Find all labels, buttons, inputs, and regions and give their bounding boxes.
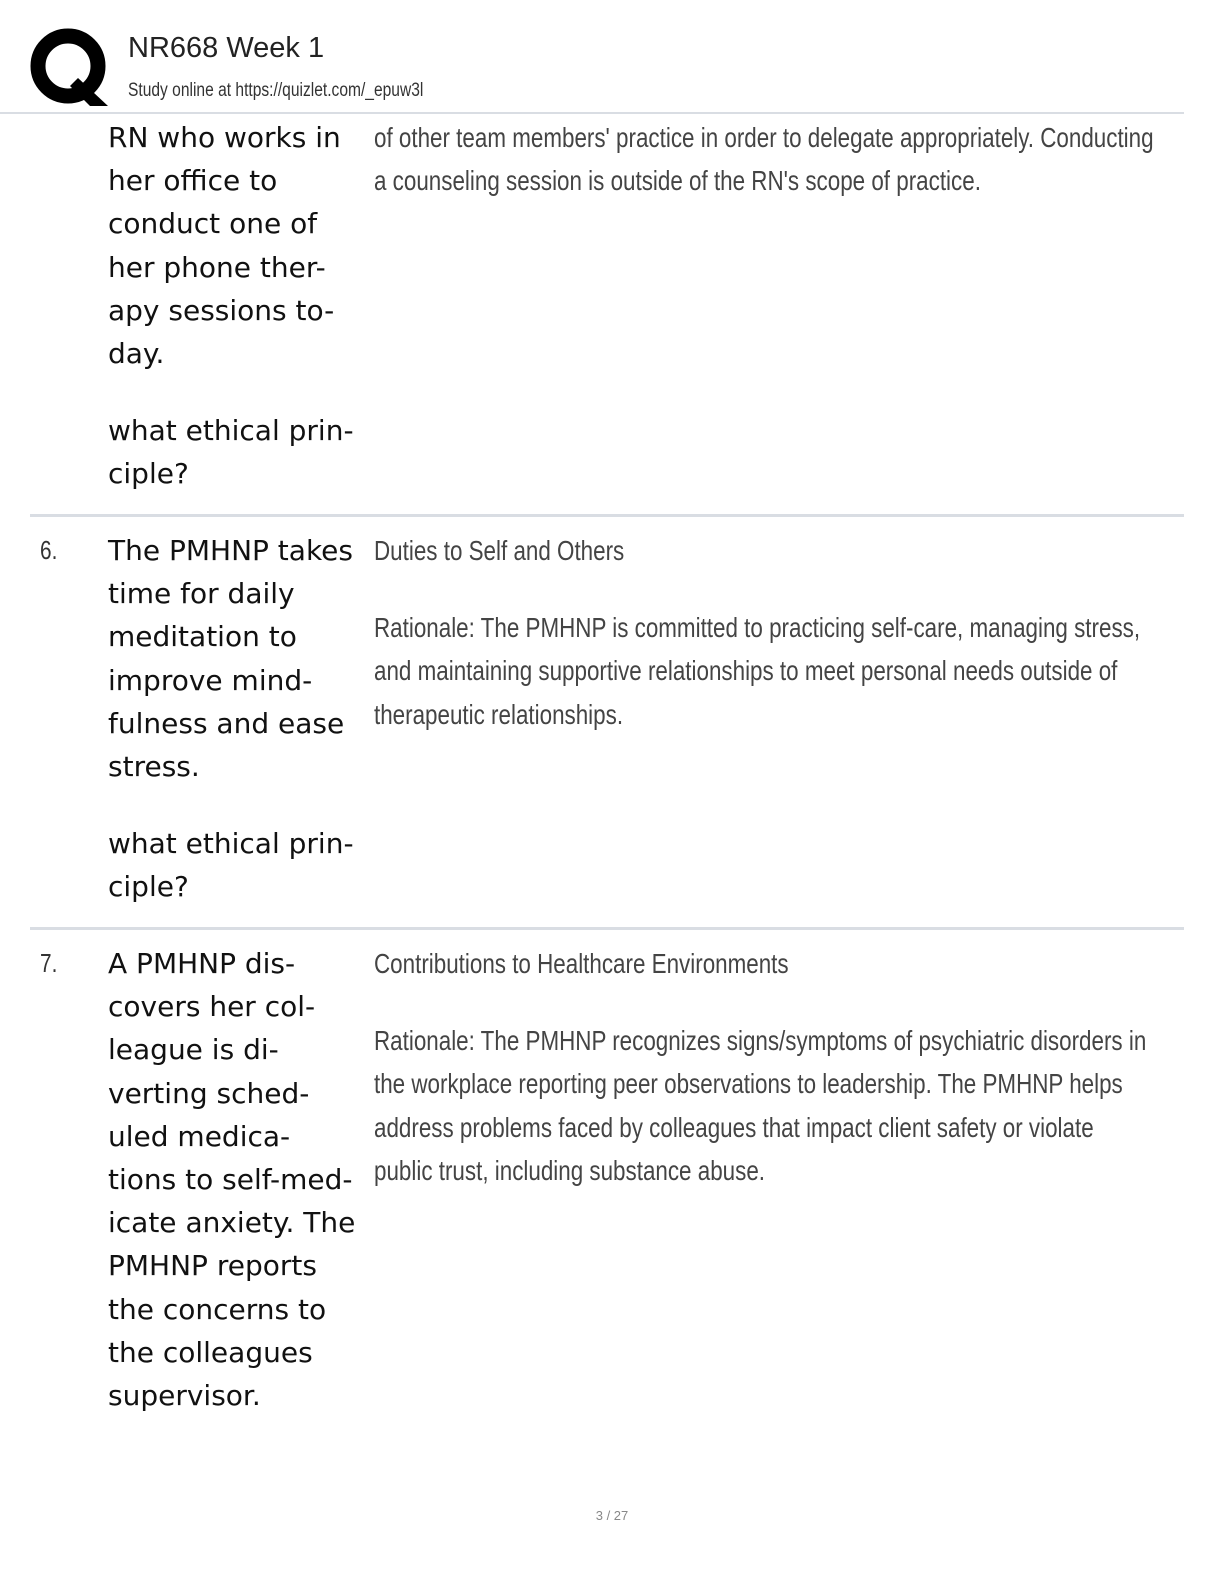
card-definition [374, 116, 1158, 202]
card-term [108, 942, 366, 1417]
definition-text: of other team members' practice in order to delegate appropriately. Conducting a counseling session is outside of the RN's scope of practice. [374, 122, 1154, 197]
document-title: NR668 Week 1 [128, 32, 325, 64]
card-term [108, 116, 366, 496]
card-row [30, 114, 1184, 517]
rationale-text: Rationale: The PMHNP recognizes signs/symptoms of psychiatric disorders in the workplace reporting peer observations to leadership. The PMHNP helps address problems faced by colleagues that impact client safety or violate public trust, including substance abuse. [374, 1025, 1147, 1186]
definition-text: Duties to Self and Others [374, 535, 625, 566]
card-row [30, 517, 1184, 930]
card-list [30, 114, 1184, 1490]
page-header [30, 28, 1190, 112]
term-text: RN who works in her office to conduct one of her phone ther- apy sessions to- day. [108, 121, 341, 371]
term-question: what ethical prin- ciple? [108, 827, 354, 904]
term-question: what ethical prin- ciple? [108, 414, 354, 491]
card-definition [374, 529, 1158, 736]
quizlet-logo-icon [30, 28, 110, 108]
card-definition [374, 942, 1158, 1192]
card-row [30, 930, 1184, 1490]
rationale-text: Rationale: The PMHNP is committed to practicing self-care, managing stress, and maintaining supportive relationships to meet personal needs outside of therapeutic relationships. [374, 612, 1141, 730]
study-link[interactable]: Study online at https://quizlet.com/_epuw3l [128, 80, 424, 101]
page-number: 3 / 27 [595, 1508, 629, 1523]
term-text: The PMHNP takes time for daily meditation to improve mind- fulness and ease stress. [108, 534, 353, 784]
card-number: 7. [40, 948, 58, 978]
term-text: A PMHNP dis- covers her col- league is di- verting sched- uled medica- tions to self-med- icate anxiety. The PMHNP reports the concerns to the colleagues supervisor. [108, 947, 356, 1413]
definition-text: Contributions to Healthcare Environments [374, 948, 789, 979]
card-number: 6. [40, 535, 58, 565]
card-term [108, 529, 366, 909]
